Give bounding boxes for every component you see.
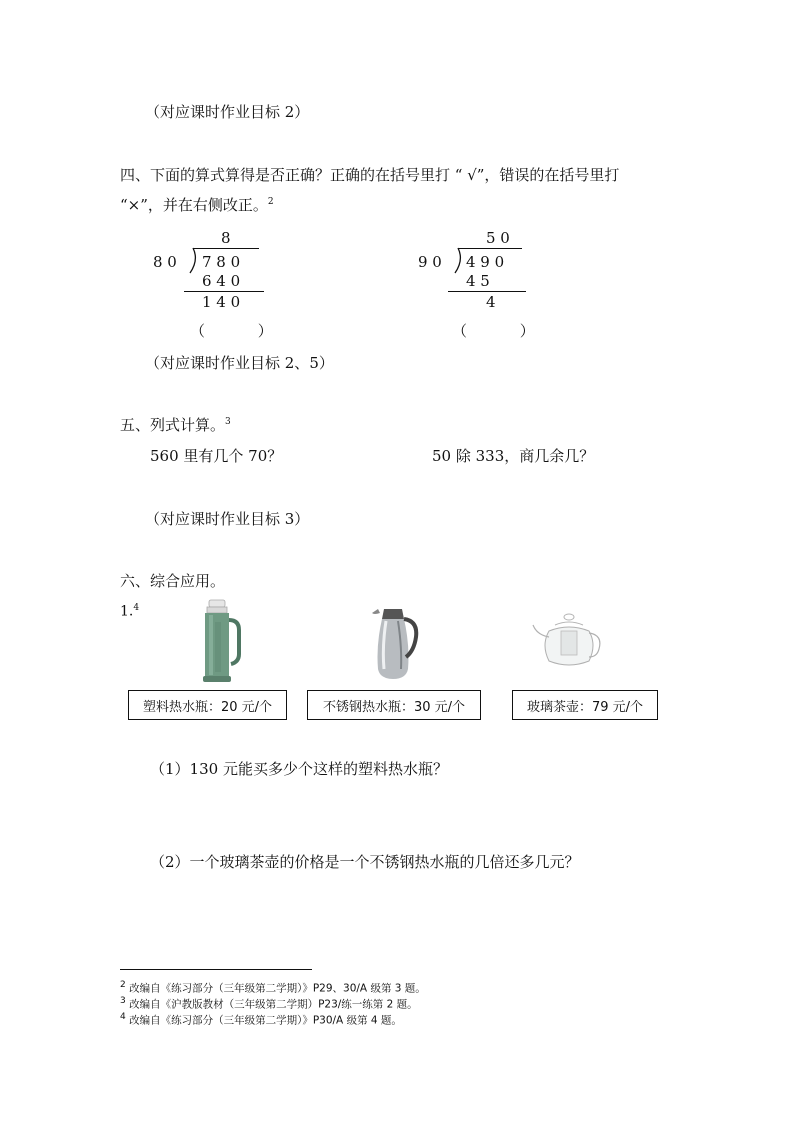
divisor: 8 0 xyxy=(153,253,177,271)
q5-item1: 560 里有几个 70？ xyxy=(150,447,283,465)
objective-note-q4: （对应课时作业目标 2、5） xyxy=(145,354,334,372)
steel-thermos-icon xyxy=(372,605,420,685)
divisor: 9 0 xyxy=(418,253,442,271)
subtraction-line xyxy=(448,291,526,292)
remainder: 1 4 0 xyxy=(202,293,241,311)
objective-note-q5: （对应课时作业目标 3） xyxy=(145,510,310,528)
subtraction-line xyxy=(184,291,264,292)
answer-blank-right[interactable]: （ ） xyxy=(452,322,535,340)
q6-subquestion-2: （2）一个玻璃茶壶的价格是一个不锈钢热水瓶的几倍还多几元？ xyxy=(150,853,580,871)
dividend: 4 9 0 xyxy=(466,253,505,271)
footnote-num-4: 4 xyxy=(120,1012,126,1022)
price-box-steel-thermos: 不锈钢热水瓶：30 元/个 xyxy=(307,690,481,720)
product: 4 5 xyxy=(466,272,490,290)
quotient: 8 xyxy=(221,229,231,247)
footnote-2 xyxy=(120,980,426,996)
footnote-ref-4: 4 xyxy=(133,603,140,613)
q6-title: 六、综合应用。 xyxy=(120,572,226,590)
q5-item2: 50 除 333，商几余几？ xyxy=(432,447,595,465)
remainder: 4 xyxy=(486,293,496,311)
division-bracket xyxy=(187,246,199,274)
footnote-text-2: 改编自《练习部分（三年级第二学期）》P29、30/A 级第 3 题。 xyxy=(129,982,426,995)
footnote-separator xyxy=(120,969,312,970)
division-bracket xyxy=(452,246,464,274)
q6-item-number xyxy=(120,603,139,620)
q6-item-number-text: 1. xyxy=(120,603,134,620)
footnote-num-3: 3 xyxy=(120,996,126,1006)
footnote-num-2: 2 xyxy=(120,980,126,990)
price-box-plastic-thermos: 塑料热水瓶：20 元/个 xyxy=(128,690,287,720)
product: 6 4 0 xyxy=(202,272,241,290)
objective-note-q3: （对应课时作业目标 2） xyxy=(145,103,310,121)
q6-subquestion-1: （1）130 元能买多少个这样的塑料热水瓶？ xyxy=(150,760,448,778)
quotient: 5 0 xyxy=(486,229,510,247)
q5-title-text: 五、列式计算。 xyxy=(120,416,226,434)
footnote-3 xyxy=(120,996,418,1012)
dividend: 7 8 0 xyxy=(202,253,241,271)
footnote-ref-2: 2 xyxy=(267,197,274,207)
plastic-thermos-icon xyxy=(195,598,245,684)
q5-title xyxy=(120,414,231,435)
footnote-text-4: 改编自《练习部分（三年级第二学期）》P30/A 级第 4 题。 xyxy=(129,1014,402,1027)
division-bar xyxy=(458,248,522,249)
glass-teapot-icon xyxy=(531,611,607,673)
division-bar xyxy=(193,248,259,249)
q4-title-line2-text: “×”，并在右侧改正。 xyxy=(120,196,268,214)
q4-title-line1: 四、下面的算式算得是否正确？正确的在括号里打 “ √”，错误的在括号里打 xyxy=(120,166,620,184)
answer-blank-left[interactable]: （ ） xyxy=(190,322,273,340)
footnote-4 xyxy=(120,1012,402,1028)
price-box-glass-teapot: 玻璃茶壶：79 元/个 xyxy=(512,690,658,720)
footnote-ref-3: 3 xyxy=(225,417,231,427)
footnote-text-3: 改编自《沪教版教材（三年级第二学期）P23/练一练第 2 题。 xyxy=(129,998,418,1011)
q4-title-line2 xyxy=(120,194,274,215)
